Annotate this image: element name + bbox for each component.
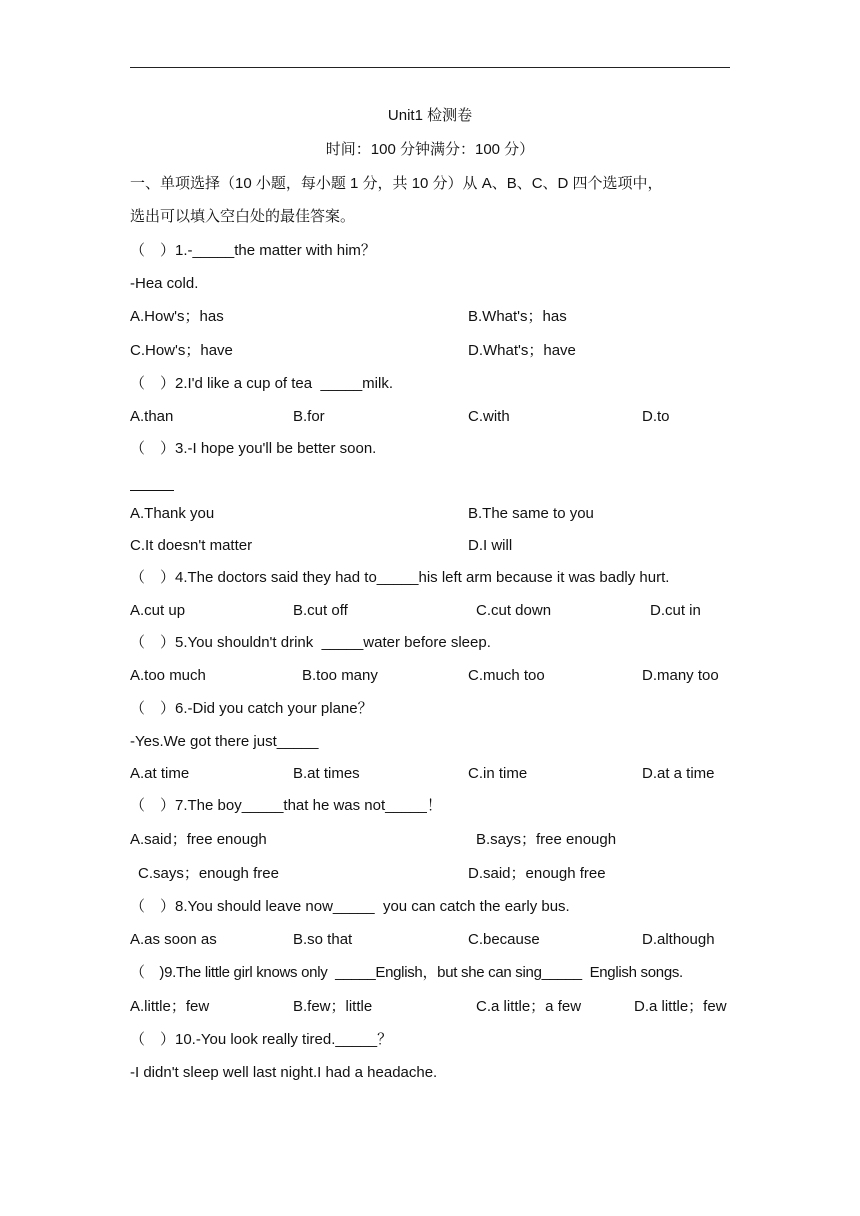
question-9-option-a: A.little；few: [130, 998, 210, 1015]
question-3-stem: （ ）3.-I hope you'll be better soon.: [130, 440, 377, 457]
question-1-option-b: B.What's；has: [468, 308, 567, 325]
question-9-option-d: D.a little；few: [634, 998, 727, 1015]
question-4-option-a: A.cut up: [130, 602, 186, 619]
question-5-option-d: D.many too: [642, 667, 719, 684]
section-instruction-line1: 一、单项选择（10 小题，每小题 1 分，共 10 分）从 A、B、C、D 四个选项中，: [130, 175, 663, 192]
question-10-extra: -I didn't sleep well last night.I had a headache.: [130, 1064, 438, 1081]
question-7-option-b: B.says；free enough: [476, 831, 617, 848]
question-5-option-a: A.too much: [130, 667, 206, 684]
question-9-stem: （ )9.The little girl knows only _____English，but she can sing_____ English songs.: [130, 964, 683, 981]
question-3-option-d: D.I will: [468, 537, 513, 554]
question-9-option-b: B.few；little: [293, 998, 373, 1015]
question-2-option-d: D.to: [642, 408, 670, 425]
question-3-option-a: A.Thank you: [130, 505, 215, 522]
question-8-stem: （ ）8.You should leave now_____ you can catch the early bus.: [130, 898, 570, 915]
question-4-option-d: D.cut in: [650, 602, 701, 619]
question-1-option-c: C.How's；have: [130, 342, 233, 359]
question-6-extra: -Yes.We got there just_____: [130, 733, 319, 750]
question-2-stem: （ ）2.I'd like a cup of tea _____milk.: [130, 375, 393, 392]
question-6-option-d: D.at a time: [642, 765, 715, 782]
question-2-option-c: C.with: [468, 408, 510, 425]
page-title: Unit1 检测卷: [387, 107, 473, 124]
question-6-stem: （ ）6.-Did you catch your plane？: [130, 700, 373, 717]
question-7-option-d: D.said；enough free: [468, 865, 606, 882]
question-1-option-a: A.How's；has: [130, 308, 224, 325]
header-rule: [130, 67, 730, 68]
question-1-stem: （ ）1.-_____the matter with him？: [130, 242, 376, 259]
question-6-option-c: C.in time: [468, 765, 528, 782]
question-8-option-a: A.as soon as: [130, 931, 217, 948]
question-4-option-b: B.cut off: [293, 602, 348, 619]
question-3-option-c: C.It doesn't matter: [130, 537, 253, 554]
question-7-option-c: C.says；enough free: [138, 865, 279, 882]
question-6-option-b: B.at times: [293, 765, 360, 782]
question-6-option-a: A.at time: [130, 765, 190, 782]
question-4-stem: （ ）4.The doctors said they had to_____his left arm because it was badly hurt.: [130, 569, 670, 586]
question-4-option-c: C.cut down: [476, 602, 552, 619]
question-7-option-a: A.said；free enough: [130, 831, 267, 848]
question-1-extra: -Hea cold.: [130, 275, 199, 292]
question-8-option-c: C.because: [468, 931, 540, 948]
question-8-option-d: D.although: [642, 931, 715, 948]
question-3-option-b: B.The same to you: [468, 505, 594, 522]
question-5-option-c: C.much too: [468, 667, 545, 684]
question-10-stem: （ ）10.-You look really tired._____？: [130, 1031, 393, 1048]
question-3-answer-blank: [130, 490, 174, 491]
question-7-stem: （ ）7.The boy_____that he was not_____！: [130, 797, 442, 814]
question-2-option-a: A.than: [130, 408, 174, 425]
question-9-option-c: C.a little；a few: [476, 998, 582, 1015]
question-8-option-b: B.so that: [293, 931, 353, 948]
section-instruction-line2: 选出可以填入空白处的最佳答案。: [130, 208, 356, 225]
question-5-option-b: B.too many: [302, 667, 378, 684]
page-subtitle: 时间：100 分钟满分：100 分）: [325, 141, 535, 158]
question-2-option-b: B.for: [293, 408, 325, 425]
question-1-option-d: D.What's；have: [468, 342, 576, 359]
question-5-stem: （ ）5.You shouldn't drink _____water before sleep.: [130, 634, 491, 651]
